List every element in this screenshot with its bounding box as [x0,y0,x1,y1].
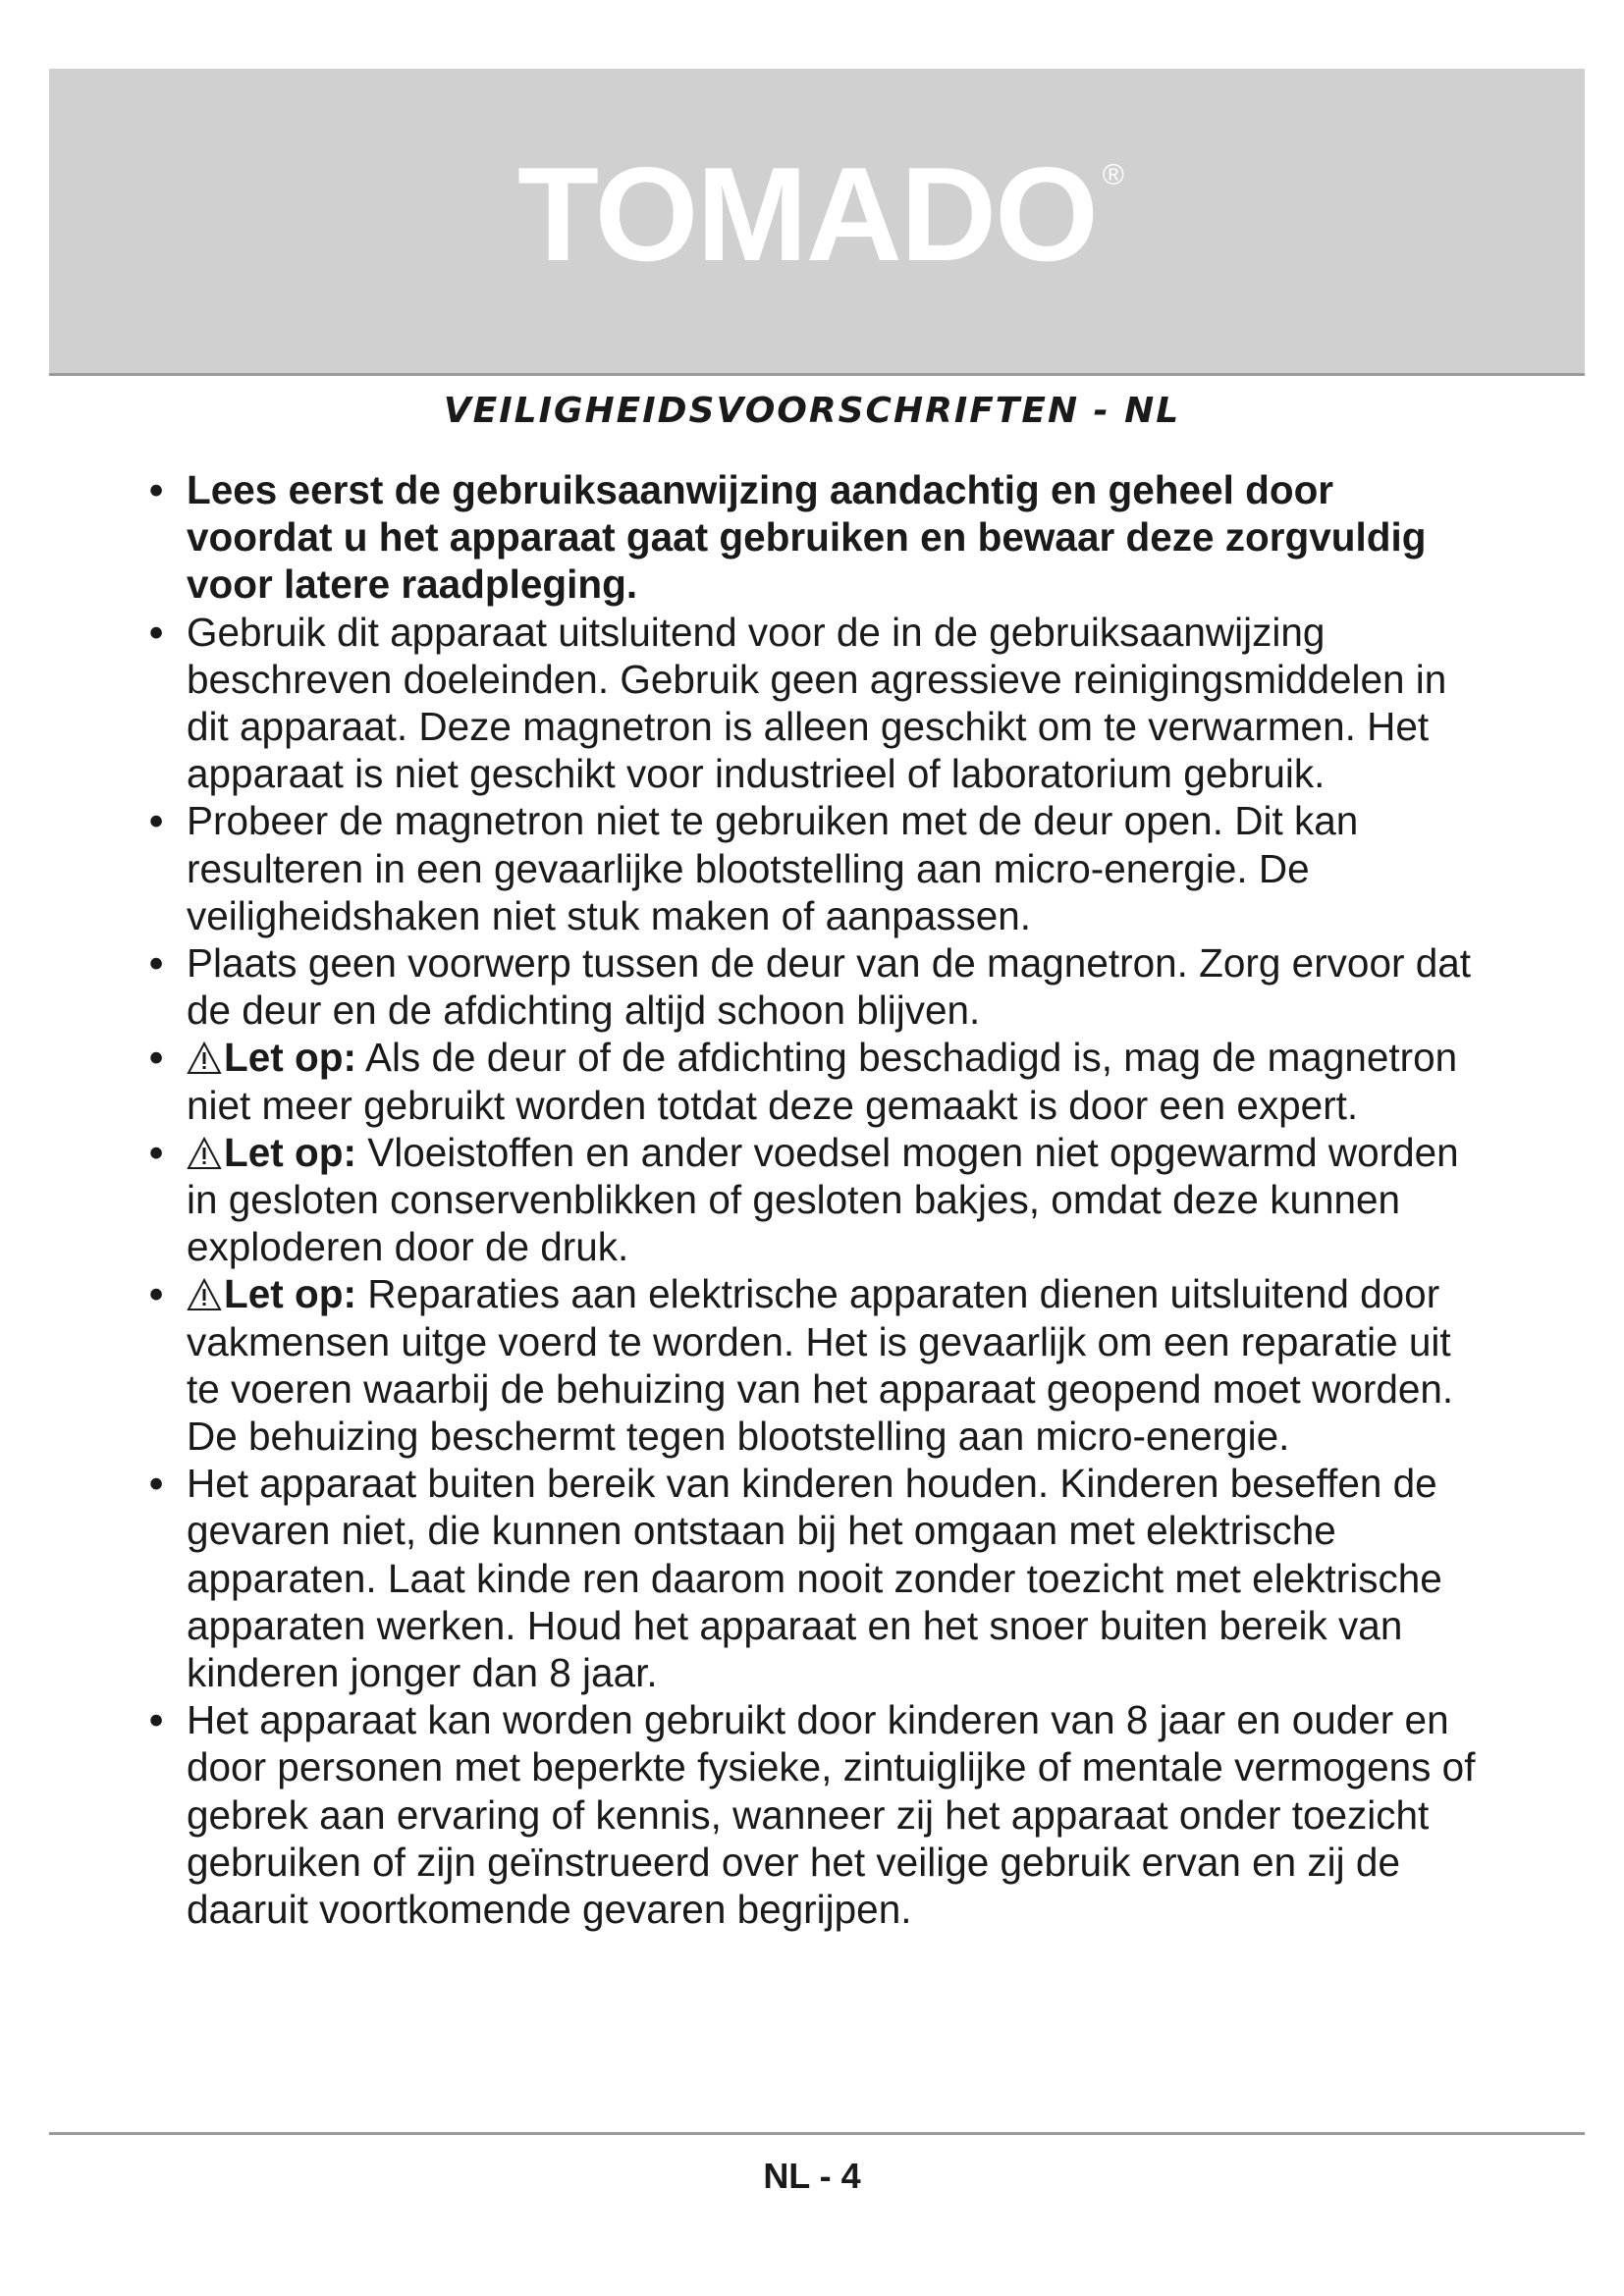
list-item [147,797,1483,939]
section-title: VEILIGHEIDSVOORSCHRIFTEN - NL [443,391,1181,431]
item-text: Plaats geen voorwerp tussen de deur van de magnetron. Zorg ervoor dat de deur en de afdichting altijd schoon blijven. [187,940,1472,1034]
warning-list-item [147,1270,1483,1460]
item-text: Vloeistoffen en ander voedsel mogen niet opgewarmd worden in gesloten conservenblikken of gesloten bakjes, omdat deze kunnen exploderen door de druk. [187,1129,1459,1270]
brand-logo [49,139,1585,289]
item-text: Probeer de magnetron niet te gebruiken met de deur open. Dit kan resulteren in een gevaarlijke blootstelling aan micro-energie. De veiligheidshaken niet stuk maken of aanpassen. [187,798,1359,938]
brand-name: TOMADO [516,139,1097,289]
bullet-icon: • [149,1697,164,1743]
footer-divider [49,2132,1585,2135]
bullet-icon: • [149,467,164,512]
bullet-icon: • [149,1461,164,1507]
bullet-icon: • [149,1271,164,1317]
registered-mark: ® [1102,159,1122,191]
item-text: Het apparaat kan worden gebruikt door kinderen van 8 jaar en ouder en door personen met beperkte fysieke, zintuiglijke of mentale vermogens of gebrek aan ervaring of kennis, wanneer zij het apparaat onder toezicht gebruiken of zijn geïnstrueerd over het veilige gebruik ervan en zij de daaruit voortkomende gevaren begrijpen. [187,1697,1476,1933]
bullet-icon: • [149,1129,164,1175]
list-item [147,939,1483,1034]
bullet-icon: • [149,609,164,655]
list-item [147,1460,1483,1696]
warning-triangle-icon [187,1278,222,1311]
warning-list-item [147,1129,1483,1271]
warning-triangle-icon [187,1041,222,1075]
header-band [49,69,1585,376]
warning-list-item [147,1034,1483,1128]
list-item [147,466,1483,609]
item-text: Gebruik dit apparaat uitsluitend voor de in de gebruiksaanwijzing beschreven doeleinden. Gebruik geen agressieve reinigingsmiddelen in dit apparaat. Deze magnetron is alleen geschikt om te verwarmen. Het apparaat is niet geschikt voor industrieel of laboratorium gebruik. [187,609,1447,797]
item-text: Het apparaat buiten bereik van kinderen houden. Kinderen beseffen de gevaren niet, die kunnen ontstaan bij het omgaan met elektrische apparaten. Laat kinde ren daarom nooit zonder toezicht met elektrische apparaten werken. Houd het apparaat en het snoer buiten bereik van kinderen jonger dan 8 jaar. [187,1461,1442,1696]
item-text: Als de deur of de afdichting beschadigd is, mag de magnetron niet meer gebruikt worden totdat deze gemaakt is door een expert. [187,1035,1458,1128]
warning-label: Let op: [224,1271,356,1317]
item-text: Reparaties aan elektrische apparaten dienen uitsluitend door vakmensen uitge voerd te worden. Het is gevaarlijk om een reparatie uit te voeren waarbij de behuizing van het apparaat geopend moet worden. De behuizing beschermt tegen blootstelling aan micro-energie. [187,1271,1454,1460]
warning-label: Let op: [224,1035,356,1081]
page-number: NL - 4 [763,2156,861,2196]
list-item [147,1696,1483,1933]
bullet-icon: • [149,940,164,987]
safety-list [147,466,1483,1933]
warning-label: Let op: [224,1129,356,1175]
bullet-icon: • [149,1035,164,1081]
warning-triangle-icon [187,1137,222,1170]
list-item [147,609,1483,798]
item-text: Lees eerst de gebruiksaanwijzing aandachtig en geheel door voordat u het apparaat gaat gebruiken en bewaar deze zorgvuldig voor latere raadpleging. [187,467,1427,608]
bullet-icon: • [149,798,164,844]
